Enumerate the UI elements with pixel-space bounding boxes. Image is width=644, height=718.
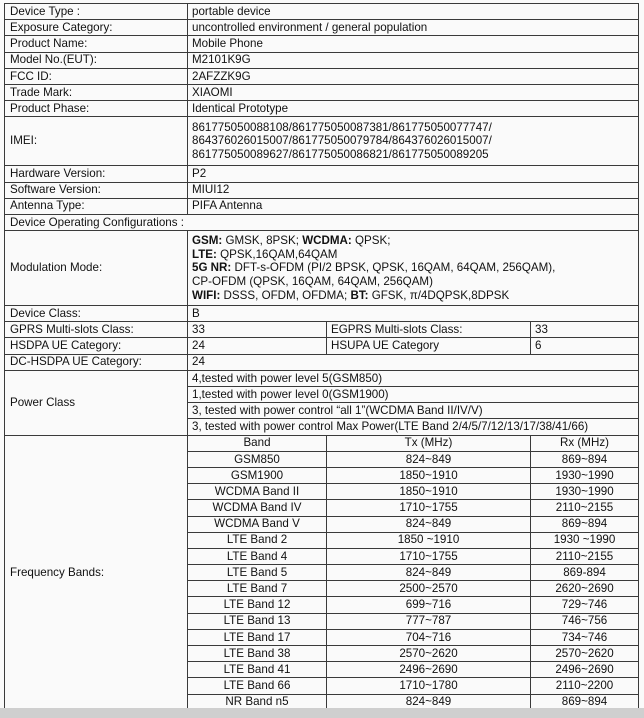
band-col-header: Band	[188, 435, 327, 451]
band-tx: 824~849	[327, 516, 531, 532]
band-tx: 704~716	[327, 629, 531, 645]
gsm-tag: GSM:	[192, 233, 223, 247]
band-rx: 746~756	[531, 613, 639, 629]
band-name: LTE Band 17	[188, 629, 327, 645]
antenna-type-label: Antenna Type:	[5, 198, 188, 214]
wcdma-modes: QPSK;	[351, 233, 391, 247]
band-rx: 2570~2620	[531, 646, 639, 662]
product-name-label: Product Name:	[5, 36, 188, 52]
hardware-version-value: P2	[188, 166, 639, 182]
gsm-modes: GMSK, 8PSK;	[222, 233, 303, 247]
band-tx: 1850 ~1910	[327, 532, 531, 548]
modulation-line-lte	[192, 248, 634, 262]
hsdpa-value: 24	[188, 338, 327, 354]
device-type-label: Device Type :	[5, 4, 188, 20]
row-software-version	[5, 182, 639, 198]
row-power-class	[5, 370, 639, 386]
software-version-label: Software Version:	[5, 182, 188, 198]
band-tx: 1710~1755	[327, 500, 531, 516]
row-product-phase	[5, 101, 639, 117]
band-rx: 1930~1990	[531, 467, 639, 483]
row-modulation	[5, 231, 639, 306]
band-tx: 824~849	[327, 694, 531, 710]
exposure-value: uncontrolled environment / general population	[188, 20, 639, 36]
power-class-label: Power Class	[5, 370, 188, 435]
band-rx: 2110~2155	[531, 500, 639, 516]
band-rx: 869~894	[531, 694, 639, 710]
device-class-label: Device Class:	[5, 306, 188, 322]
band-rx: 734~746	[531, 629, 639, 645]
row-hardware-version	[5, 166, 639, 182]
band-name: GSM850	[188, 451, 327, 467]
imei-label: IMEI:	[5, 117, 188, 166]
tx-col-header: Tx (MHz)	[327, 435, 531, 451]
power-class-line: 4,tested with power level 5(GSM850)	[188, 370, 639, 386]
row-fcc-id	[5, 68, 639, 84]
band-name: LTE Band 5	[188, 565, 327, 581]
band-rx: 2496~2690	[531, 662, 639, 678]
hsupa-label: HSUPA UE Category	[327, 338, 531, 354]
band-name: NR Band n5	[188, 694, 327, 710]
band-tx: 777~787	[327, 613, 531, 629]
imei-line: 861775050088108/861775050087381/861775050077747/	[192, 120, 492, 134]
band-tx: 824~849	[327, 565, 531, 581]
egprs-label: EGPRS Multi-slots Class:	[327, 322, 531, 338]
band-rx: 729~746	[531, 597, 639, 613]
lte-modes: QPSK,16QAM,64QAM	[216, 247, 338, 261]
dc-hsdpa-value: 24	[188, 354, 639, 370]
row-hsdpa	[5, 338, 639, 354]
power-class-line: 3, tested with power control “all 1”(WCDMA Band II/IV/V)	[188, 403, 639, 419]
trade-mark-label: Trade Mark:	[5, 84, 188, 100]
egprs-value: 33	[531, 322, 639, 338]
band-tx: 2496~2690	[327, 662, 531, 678]
band-tx: 2570~2620	[327, 646, 531, 662]
device-type-value: portable device	[188, 4, 639, 20]
row-dc-hsdpa	[5, 354, 639, 370]
power-class-line: 1,tested with power level 0(GSM1900)	[188, 387, 639, 403]
power-class-line: 3, tested with power control Max Power(LTE Band 2/4/5/7/12/13/17/38/41/66)	[188, 419, 639, 435]
band-name: GSM1900	[188, 467, 327, 483]
modulation-value	[188, 231, 639, 306]
bt-tag: BT:	[350, 288, 369, 302]
band-tx: 1710~1755	[327, 548, 531, 564]
antenna-type-value: PIFA Antenna	[188, 198, 639, 214]
product-name-value: Mobile Phone	[188, 36, 639, 52]
gprs-value: 33	[188, 322, 327, 338]
modulation-label: Modulation Mode:	[5, 231, 188, 306]
band-name: WCDMA Band II	[188, 484, 327, 500]
row-device-type	[5, 4, 639, 20]
modulation-line-nr	[192, 261, 634, 275]
band-rx: 1930~1990	[531, 484, 639, 500]
device-spec-table	[4, 3, 639, 711]
row-gprs	[5, 322, 639, 338]
product-phase-label: Product Phase:	[5, 101, 188, 117]
product-phase-value: Identical Prototype	[188, 101, 639, 117]
fcc-id-label: FCC ID:	[5, 68, 188, 84]
band-name: LTE Band 12	[188, 597, 327, 613]
band-rx: 869~894	[531, 451, 639, 467]
modulation-line-wifi-bt	[192, 289, 634, 303]
imei-line: 861775050089627/861775050086821/861775050089205	[192, 148, 489, 162]
config-header: Device Operating Configurations :	[5, 214, 639, 230]
wcdma-tag: WCDMA:	[302, 233, 352, 247]
band-name: WCDMA Band IV	[188, 500, 327, 516]
row-config-header	[5, 214, 639, 230]
row-device-class	[5, 306, 639, 322]
band-name: LTE Band 38	[188, 646, 327, 662]
row-imei	[5, 117, 639, 166]
hardware-version-label: Hardware Version:	[5, 166, 188, 182]
hsdpa-label: HSDPA UE Category:	[5, 338, 188, 354]
band-tx: 2500~2570	[327, 581, 531, 597]
band-rx: 2620~2690	[531, 581, 639, 597]
trade-mark-value: XIAOMI	[188, 84, 639, 100]
band-rx: 869-894	[531, 565, 639, 581]
band-name: LTE Band 2	[188, 532, 327, 548]
band-name: LTE Band 66	[188, 678, 327, 694]
gprs-label: GPRS Multi-slots Class:	[5, 322, 188, 338]
nr-tag: 5G NR:	[192, 261, 232, 275]
model-label: Model No.(EUT):	[5, 52, 188, 68]
bt-modes: GFSK, π/4DQPSK,8DPSK	[368, 288, 510, 302]
frequency-bands-label: Frequency Bands:	[5, 435, 188, 710]
band-tx: 1850~1910	[327, 484, 531, 500]
band-name: LTE Band 13	[188, 613, 327, 629]
rx-col-header: Rx (MHz)	[531, 435, 639, 451]
band-rx: 1930 ~1990	[531, 532, 639, 548]
modulation-line-cp-ofdm: CP-OFDM (QPSK, 16QAM, 64QAM, 256QAM)	[192, 274, 433, 288]
band-rx: 2110~2200	[531, 678, 639, 694]
band-name: LTE Band 41	[188, 662, 327, 678]
band-name: LTE Band 7	[188, 581, 327, 597]
row-exposure	[5, 20, 639, 36]
nr-modes: DFT-s-OFDM (PI/2 BPSK, QPSK, 16QAM, 64QAM, 256QAM),	[231, 261, 556, 275]
band-tx: 1710~1780	[327, 678, 531, 694]
modulation-line-gsm-wcdma	[192, 234, 634, 248]
wifi-tag: WIFI:	[192, 288, 221, 302]
row-model	[5, 52, 639, 68]
row-product-name	[5, 36, 639, 52]
dc-hsdpa-label: DC-HSDPA UE Category:	[5, 354, 188, 370]
band-tx: 699~716	[327, 597, 531, 613]
band-rx: 869~894	[531, 516, 639, 532]
band-name: WCDMA Band V	[188, 516, 327, 532]
lte-tag: LTE:	[192, 247, 217, 261]
band-tx: 824~849	[327, 451, 531, 467]
device-class-value: B	[188, 306, 639, 322]
band-name: LTE Band 4	[188, 548, 327, 564]
imei-line: 864376026015007/861775050079784/864376026015007/	[192, 134, 492, 148]
wifi-modes: DSSS, OFDM, OFDMA;	[220, 288, 351, 302]
row-antenna-type	[5, 198, 639, 214]
model-value: M2101K9G	[188, 52, 639, 68]
software-version-value: MIUI12	[188, 182, 639, 198]
row-trade-mark	[5, 84, 639, 100]
band-tx: 1850~1910	[327, 467, 531, 483]
band-rx: 2110~2155	[531, 548, 639, 564]
hsupa-value: 6	[531, 338, 639, 354]
imei-value	[188, 117, 639, 166]
exposure-label: Exposure Category:	[5, 20, 188, 36]
fcc-id-value: 2AFZZK9G	[188, 68, 639, 84]
page-bottom-edge	[0, 708, 644, 718]
band-header-row	[5, 435, 639, 451]
